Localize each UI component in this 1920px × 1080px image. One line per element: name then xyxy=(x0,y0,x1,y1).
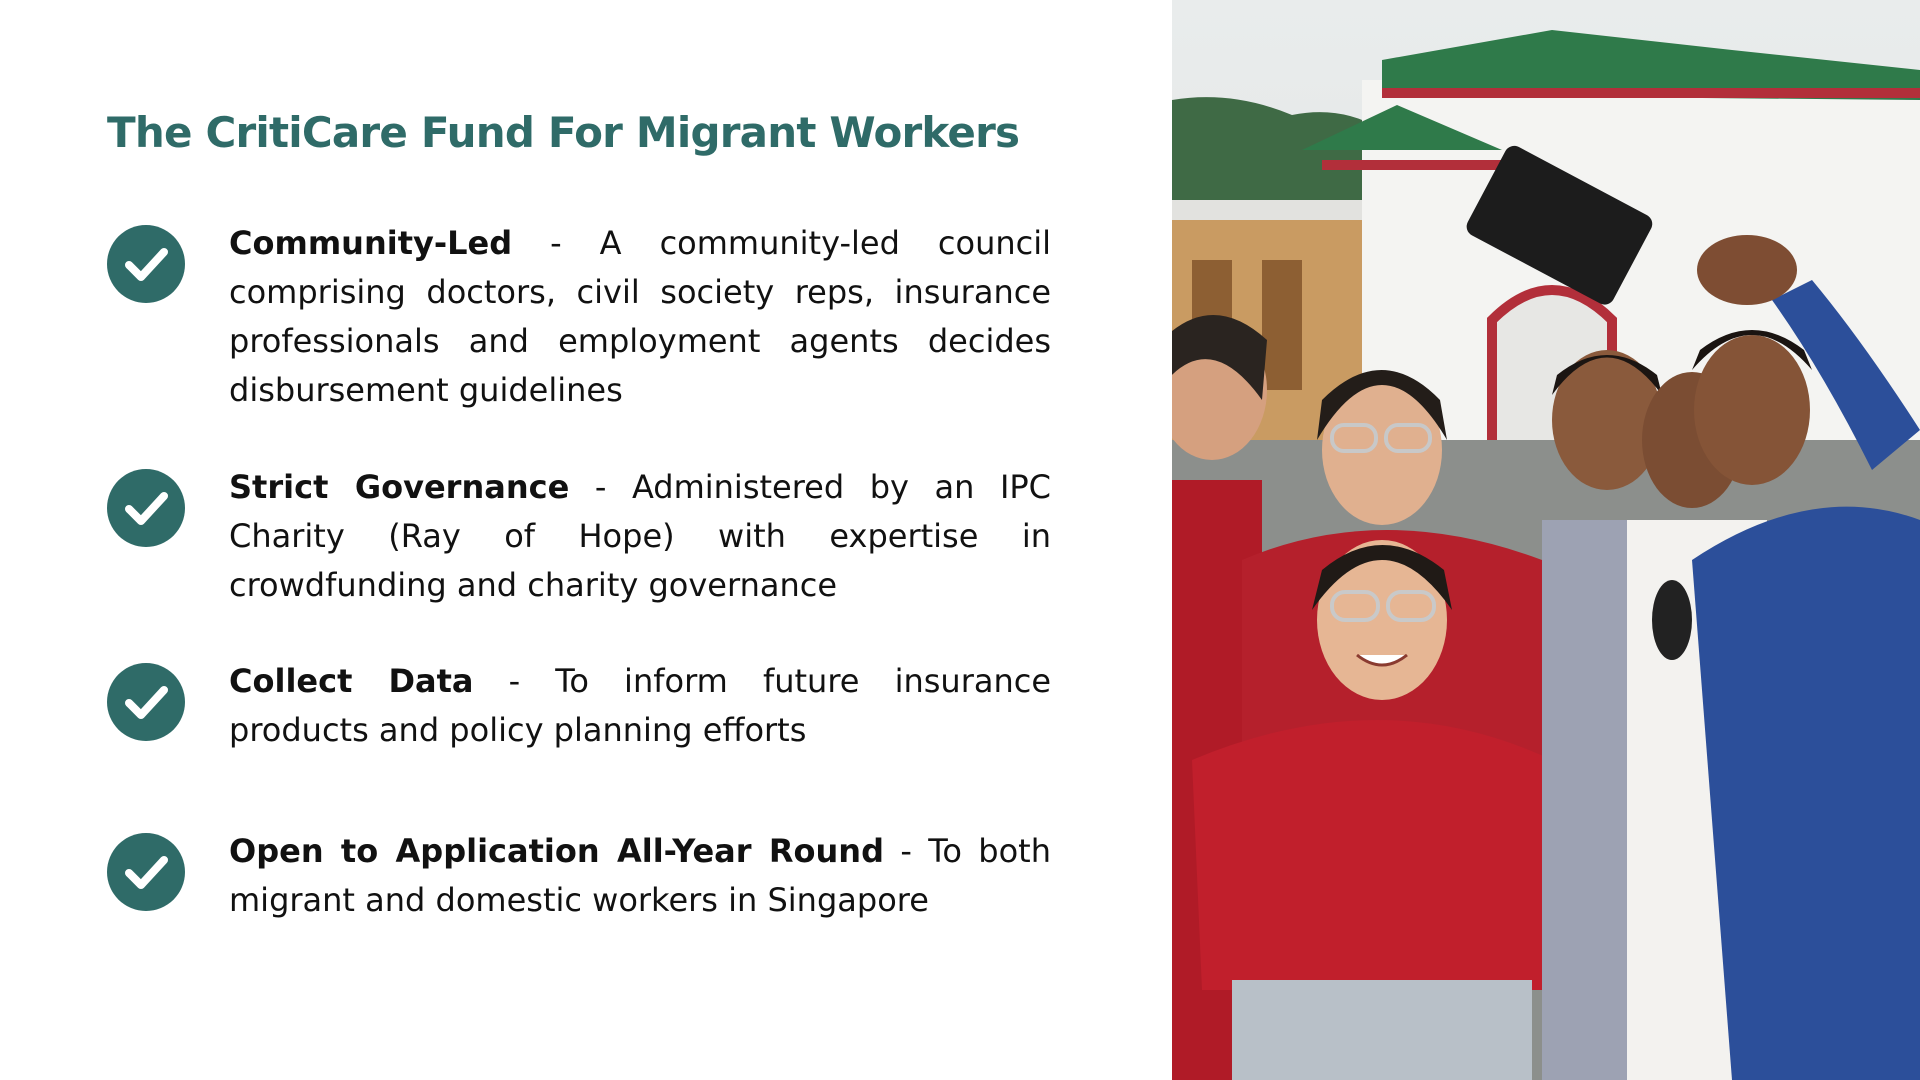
item-body: To both migrant and domestic workers in Singapore xyxy=(229,832,1052,919)
item-heading: Community-Led xyxy=(229,224,513,262)
item-body: To inform future insurance products and policy planning efforts xyxy=(229,662,1052,749)
item-separator: - xyxy=(883,832,929,870)
item-heading: Collect Data xyxy=(229,662,474,700)
group-selfie-photo xyxy=(1172,0,1920,1080)
page-title: The CritiCare Fund For Migrant Workers xyxy=(107,108,1020,157)
item-text xyxy=(229,219,1051,415)
item-body: Administered by an IPC Charity (Ray of Hope) with expertise in crowdfunding and charity governance xyxy=(229,468,1052,604)
item-body: A community-led council comprising doctors, civil society reps, insurance professionals and employment agents decides disbursement guidelines xyxy=(229,224,1051,409)
item-heading: Open to Application All-Year Round xyxy=(229,832,884,870)
item-text xyxy=(229,657,1051,755)
item-separator: - xyxy=(512,224,600,262)
check-circle-icon xyxy=(107,663,185,741)
item-separator: - xyxy=(569,468,632,506)
check-circle-icon xyxy=(107,469,185,547)
check-circle-icon xyxy=(107,225,185,303)
item-text xyxy=(229,827,1051,925)
item-heading: Strict Governance xyxy=(229,468,570,506)
check-circle-icon xyxy=(107,833,185,911)
item-text xyxy=(229,463,1051,610)
item-separator: - xyxy=(473,662,556,700)
